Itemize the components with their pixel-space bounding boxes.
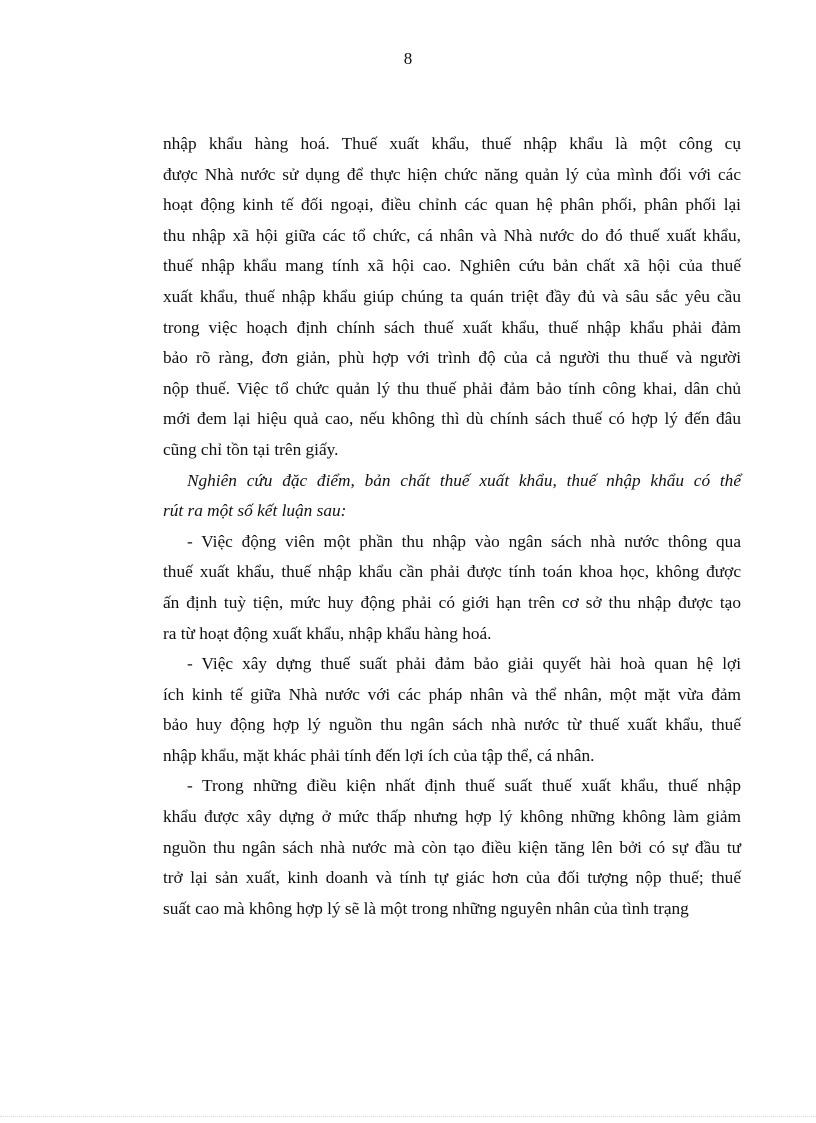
text-line: ích kinh tế giữa Nhà nước với các pháp nhân và thể nhân, một mặt vừa đảm xyxy=(163,684,741,704)
page-number: 8 xyxy=(403,49,413,68)
paragraph-4 xyxy=(163,649,741,771)
text-line: Nghiên cứu đặc điểm, bản chất thuế xuất khẩu, thuế nhập khẩu có thể xyxy=(187,470,741,490)
text-line: nguồn thu ngân sách nhà nước mà còn tạo điều kiện tăng lên bởi có sự đầu tư xyxy=(163,837,741,857)
text-line: - Trong những điều kiện nhất định thuế suất thuế xuất khẩu, thuế nhập xyxy=(187,776,741,796)
text-line: mới đem lại hiệu quả cao, nếu không thì dù chính sách thuế có hợp lý đến đâu xyxy=(163,409,741,429)
text-line: - Việc động viên một phần thu nhập vào ngân sách nhà nước thông qua xyxy=(187,531,741,551)
text-line: - Việc xây dựng thuế suất phải đảm bảo giải quyết hài hoà quan hệ lợi xyxy=(187,654,741,674)
text-line: thu nhập xã hội giữa các tổ chức, cá nhân và Nhà nước do đó thuế xuất khẩu, xyxy=(163,225,741,245)
text-line: nộp thuế. Việc tổ chức quản lý thu thuế phải đảm bảo tính công khai, dân chủ xyxy=(163,378,741,398)
text-line: nhập khẩu, mặt khác phải tính đến lợi ích của tập thể, cá nhân. xyxy=(163,745,595,765)
text-line: hoạt động kinh tế đối ngoại, điều chỉnh các quan hệ phân phối, phân phối lại xyxy=(163,195,741,215)
text-line: thuế xuất khẩu, thuế nhập khẩu cần phải được tính toán khoa học, không được xyxy=(163,562,741,582)
paragraph-3 xyxy=(163,527,741,649)
text-line: trở lại sản xuất, kinh doanh và tính tự giác hơn của đối tượng nộp thuế; thuế xyxy=(163,868,741,888)
text-line: ra từ hoạt động xuất khẩu, nhập khẩu hàng hoá. xyxy=(163,623,492,643)
text-line: suất cao mà không hợp lý sẽ là một trong những nguyên nhân của tình trạng xyxy=(163,898,689,918)
text-line: bảo rõ ràng, đơn giản, phù hợp với trình độ của cả người thu thuế và người xyxy=(163,348,741,368)
text-line: được Nhà nước sử dụng để thực hiện chức năng quản lý của mình đối với các xyxy=(163,164,741,184)
paragraph-1 xyxy=(163,129,741,466)
text-line: ấn định tuỳ tiện, mức huy động phải có giới hạn trên cơ sở thu nhập được tạo xyxy=(163,592,741,612)
text-line: rút ra một số kết luận sau: xyxy=(163,501,347,521)
text-line: thuế nhập khẩu mang tính xã hội cao. Nghiên cứu bản chất xã hội của thuế xyxy=(163,256,741,276)
text-line: trong việc hoạch định chính sách thuế xuất khẩu, thuế nhập khẩu phải đảm xyxy=(163,317,741,337)
text-line: nhập khẩu hàng hoá. Thuế xuất khẩu, thuế nhập khẩu là một công cụ xyxy=(163,134,741,153)
text-line: cũng chỉ tồn tại trên giấy. xyxy=(163,439,339,459)
page-bottom-edge xyxy=(0,1116,816,1117)
text-line: bảo huy động hợp lý nguồn thu ngân sách nhà nước từ thuế xuất khẩu, thuế xyxy=(163,715,741,735)
body-text xyxy=(163,129,741,924)
paragraph-5 xyxy=(163,771,741,924)
paragraph-2-italic xyxy=(163,466,741,527)
text-line: khẩu được xây dựng ở mức thấp nhưng hợp lý không những không làm giảm xyxy=(163,807,741,827)
text-line: xuất khẩu, thuế nhập khẩu giúp chúng ta quán triệt đầy đủ và sâu sắc yêu cầu xyxy=(163,286,741,306)
